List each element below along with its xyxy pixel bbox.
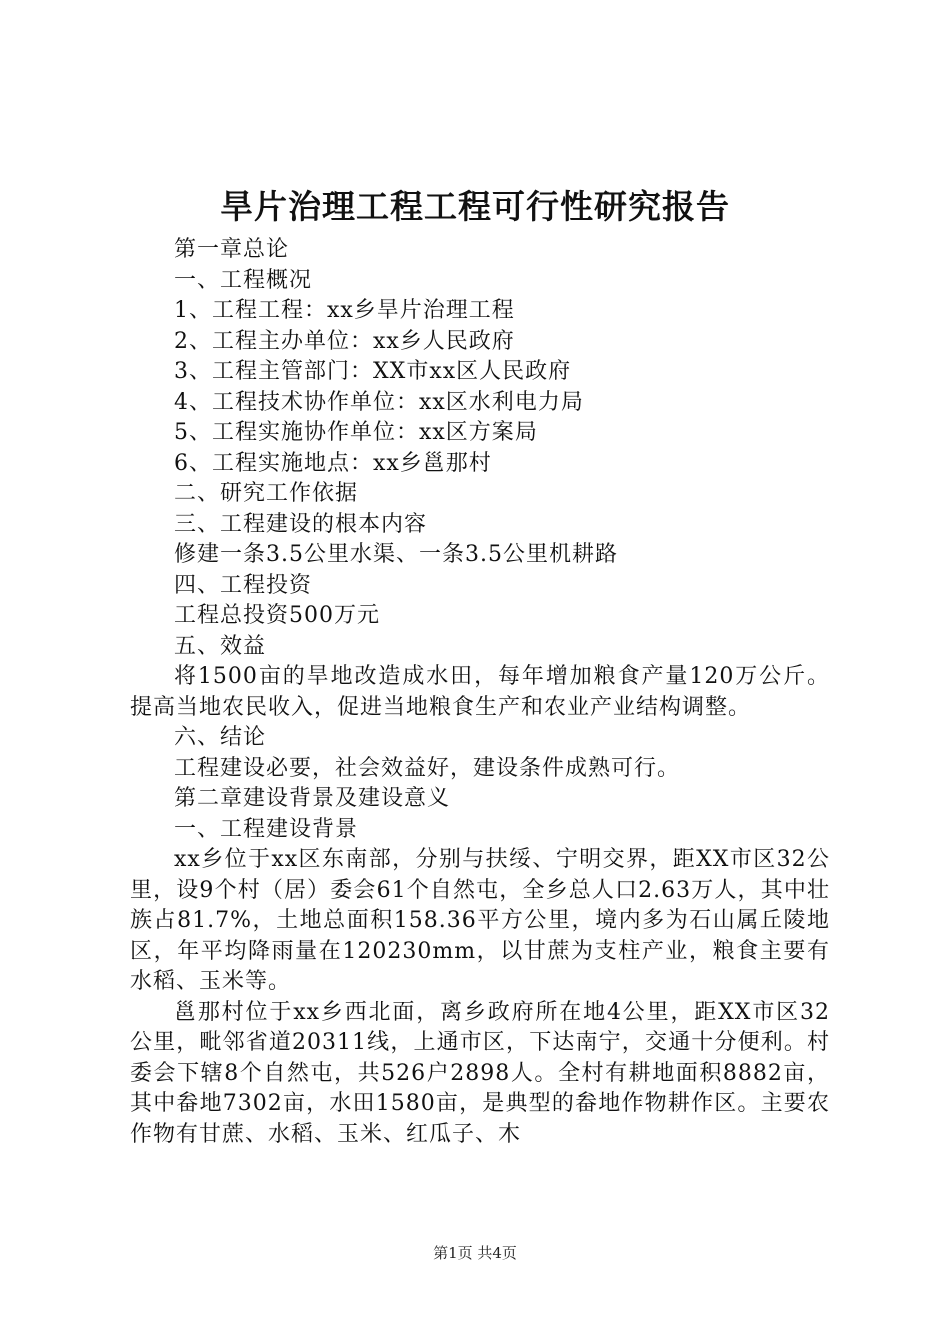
list-item: 4、工程技术协作单位：xx区水利电力局 [174,389,584,415]
chapter-heading: 第二章建设背景及建设意义 [174,786,451,811]
body-paragraph: xx乡位于xx区东南部，分别与扶绥、宁明交界，距XX市区32公里，设9个村（居）委会61个自然屯，全乡总人口2.63万人，其中壮族占81.7%，土地总面积158.36平方公里，境内多为石山属丘陵地区，年平均降雨量在120230mm，以甘蔗为支柱产业，粮食主要有水稻、玉米等。 [130,847,830,994]
list-item: 5、工程实施协作单位：xx区方案局 [174,420,538,445]
document-title: 旱片治理工程工程可行性研究报告 [220,187,730,226]
body-paragraph: 工程建设必要，社会效益好，建设条件成熟可行。 [174,755,681,781]
section-heading: 六、结论 [174,725,267,750]
body-paragraph: 将1500亩的旱地改造成水田，每年增加粮食产量120万公斤。提高当地农民收入，促进当地粮食生产和农业产业结构调整。 [130,664,830,720]
list-item: 6、工程实施地点：xx乡邕那村 [174,450,492,476]
page-number-footer: 第1页 共4页 [433,1244,517,1262]
body-paragraph: 修建一条3.5公里水渠、一条3.5公里机耕路 [174,542,618,567]
list-item: 3、工程主管部门：XX市xx区人民政府 [174,359,572,384]
section-heading: 三、工程建设的根本内容 [174,511,428,537]
body-paragraph: 工程总投资500万元 [174,603,380,628]
document-body [130,235,830,1150]
body-paragraph: 邕那村位于xx乡西北面，离乡政府所在地4公里，距XX市区32公里，毗邻省道20311线，上通市区，下达南宁，交通十分便利。村委会下辖8个自然屯，共526户2898人。全村有耕地面积8882亩，其中畚地7302亩，水田1580亩，是典型的畚地作物耕作区。主要农作物有甘蔗、水稻、玉米、红瓜子、木 [130,999,830,1147]
section-heading: 五、效益 [174,633,267,659]
list-item: 2、工程主办单位：xx乡人民政府 [174,328,515,354]
list-item: 1、工程工程：xx乡旱片治理工程 [174,298,515,323]
section-heading: 一、工程概况 [174,267,313,293]
section-heading: 一、工程建设背景 [174,816,359,842]
section-heading: 二、研究工作依据 [174,481,359,506]
section-heading: 四、工程投资 [174,572,313,598]
chapter-heading: 第一章总论 [174,237,290,262]
